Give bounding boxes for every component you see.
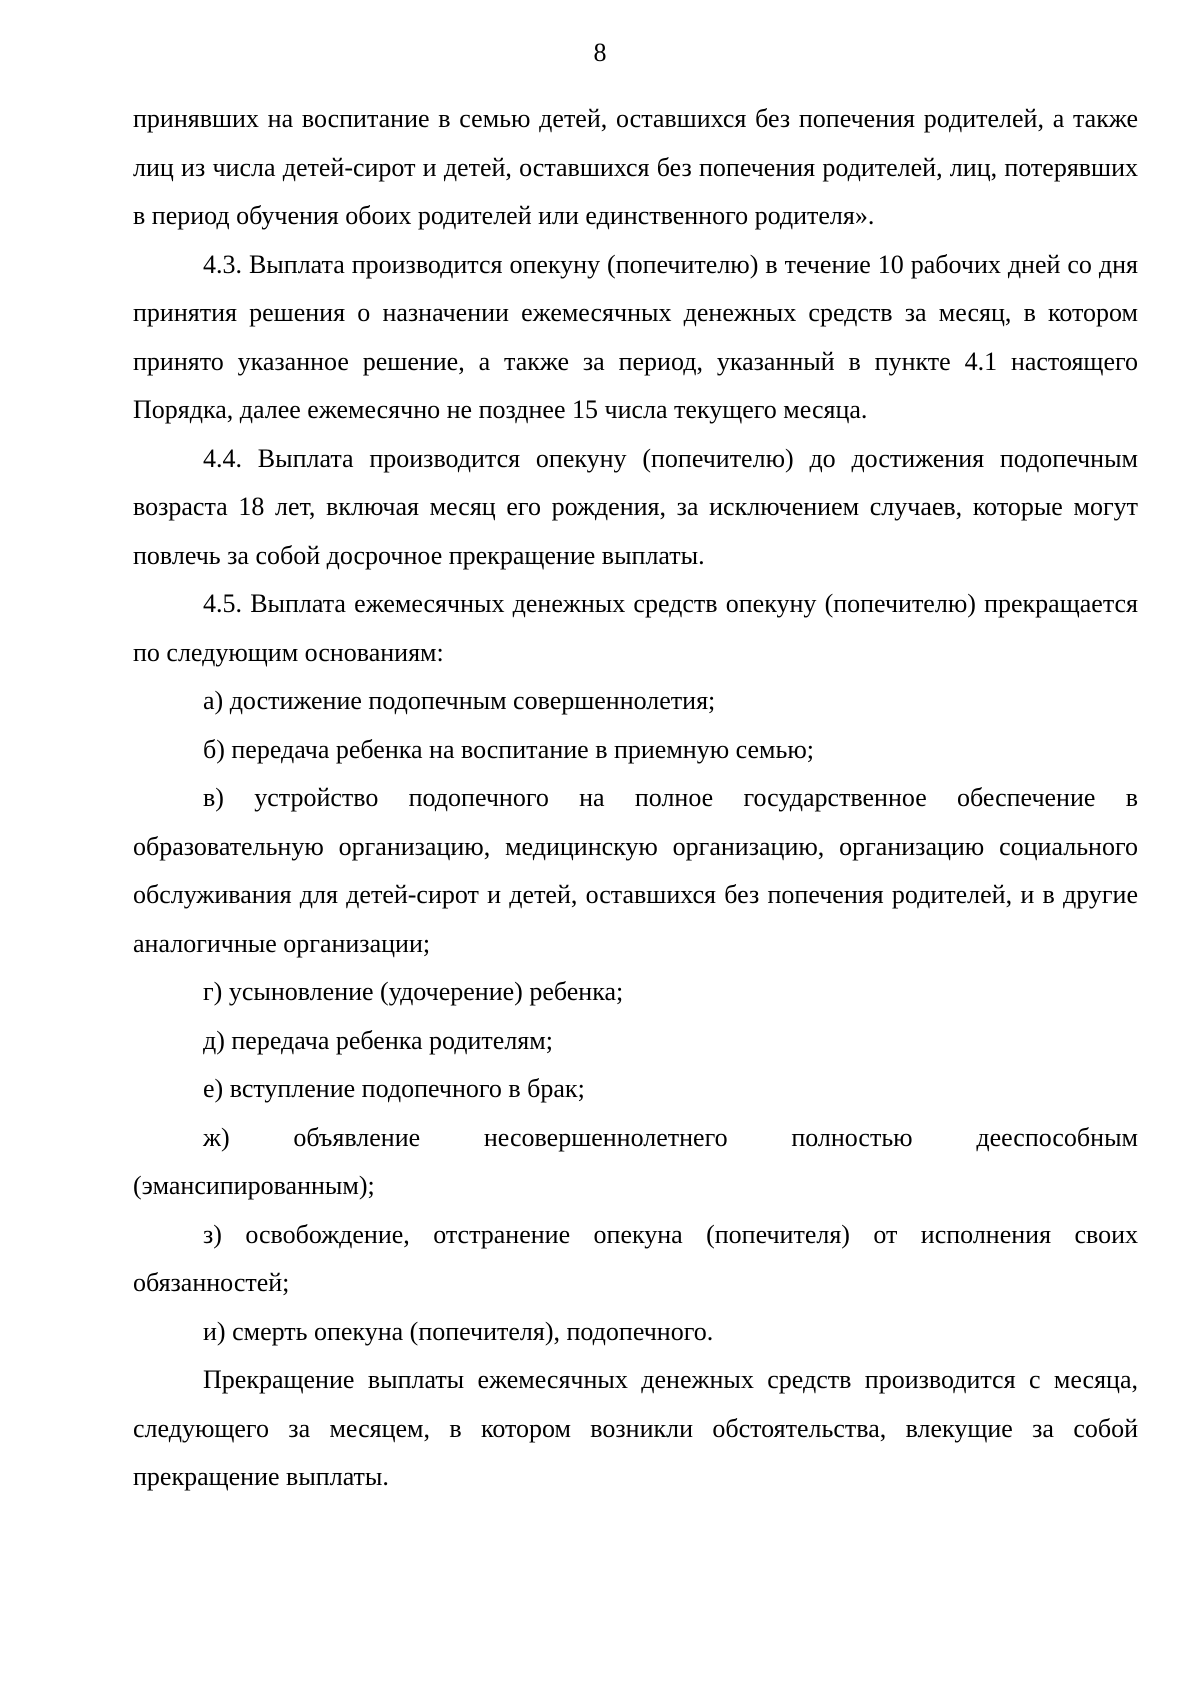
list-item-e: е) вступление подопечного в брак; xyxy=(203,1074,585,1103)
paragraph-4-4: 4.4. Выплата производится опекуну (попечителю) до достижения подопечным возраста 18 лет, включая месяц его рождения, за исключением случаев, которые могут повлечь за собой досрочное прекращение выплаты. xyxy=(133,443,1138,570)
paragraph-continuation: принявших на воспитание в семью детей, оставшихся без попечения родителей, а также лиц из числа детей-сирот и детей, оставшихся без попечения родителей, лиц, потерявших в период обучения обоих родителей или единственного родителя». xyxy=(133,104,1138,230)
list-item-zh: ж) объявление несовершеннолетнего полностью дееспособным (эмансипированным); xyxy=(133,1122,1138,1200)
list-item-g: г) усыновление (удочерение) ребенка; xyxy=(203,977,624,1006)
list-item-z: з) освобождение, отстранение опекуна (попечителя) от исполнения своих обязанностей; xyxy=(133,1219,1138,1297)
list-item-d: д) передача ребенка родителям; xyxy=(203,1025,553,1055)
document-body xyxy=(133,95,1138,1502)
list-item-a: а) достижение подопечным совершеннолетия; xyxy=(203,686,716,715)
page-number: 8 xyxy=(593,38,607,67)
paragraph-4-3: 4.3. Выплата производится опекуну (попечителю) в течение 10 рабочих дней со дня принятия решения о назначении ежемесячных денежных средств за месяц, в котором принято указанное решение, а также за период, указанный в пункте 4.1 настоящего Порядка, далее ежемесячно не позднее 15 числа текущего месяца. xyxy=(133,249,1138,424)
list-item-i: и) смерть опекуна (попечителя), подопечного. xyxy=(203,1316,714,1346)
paragraph-termination: Прекращение выплаты ежемесячных денежных средств производится с месяца, следующего за месяцем, в котором возникли обстоятельства, влекущие за собой прекращение выплаты. xyxy=(133,1365,1138,1491)
list-item-b: б) передача ребенка на воспитание в приемную семью; xyxy=(203,734,814,764)
paragraph-4-5: 4.5. Выплата ежемесячных денежных средств опекуну (попечителю) прекращается по следующим основаниям: xyxy=(133,589,1138,667)
list-item-v: в) устройство подопечного на полное государственное обеспечение в образовательную организацию, медицинскую организацию, организацию социального обслуживания для детей-сирот и детей, оставшихся без попечения родителей, и в другие аналогичные организации; xyxy=(133,783,1138,958)
